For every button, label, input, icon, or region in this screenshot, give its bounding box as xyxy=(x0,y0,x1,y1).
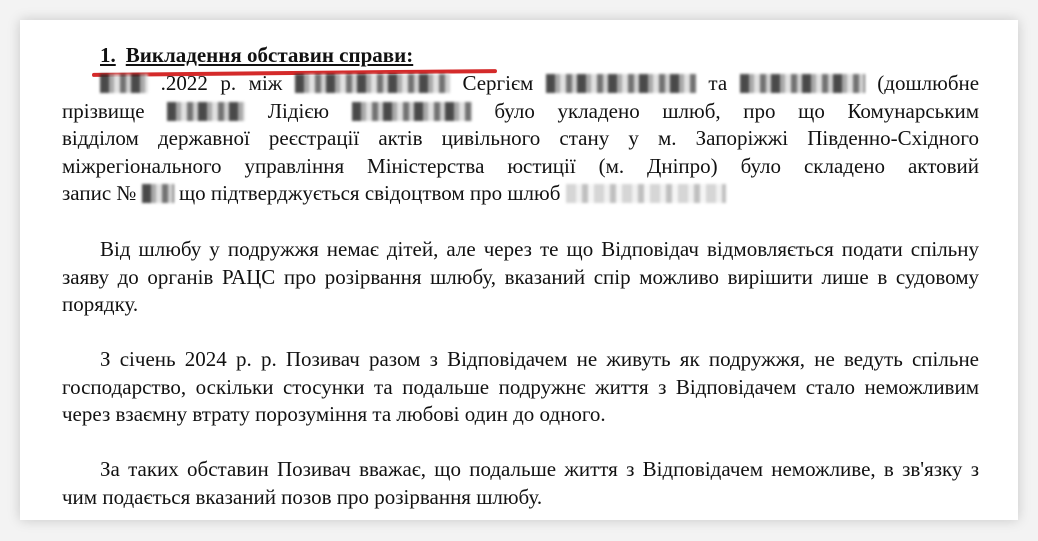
paragraph-no-children: Від шлюбу у подружжя немає дітей, але через те що Відповідач відмовляється подати спільну заяву до органів РАЦС про розірвання шлюбу, вказаний спір можливо вирішити лише в судовому порядку. xyxy=(62,237,979,316)
section-heading xyxy=(100,42,413,70)
text-fragment: було укладено шлюб, про що Комунарським xyxy=(494,98,979,123)
paragraph-conclusion: За таких обставин Позивач вважає, що подальше життя з Відповідачем неможливе, в зв'язку з чим подається вказаний позов про розірвання шлюбу. xyxy=(62,457,979,509)
redacted-date xyxy=(100,74,148,93)
text-fragment: Сергієм xyxy=(462,71,534,95)
text-fragment: та xyxy=(708,71,728,95)
text-fragment: Лідією xyxy=(267,98,330,123)
text-fragment: що підтверджується свідоцтвом про шлюб xyxy=(178,181,561,205)
text-fragment: запис № xyxy=(62,181,137,205)
text-fragment: .2022 р. між xyxy=(160,71,283,95)
redacted-patronymic xyxy=(352,102,472,121)
paragraph-line: відділом державної реєстрації актів цивільного стану у м. Запоріжжі Південно-Східного xyxy=(62,126,979,150)
paragraph-facts xyxy=(62,70,979,208)
redacted-surname xyxy=(295,74,450,93)
paragraph-line: міжрегіонального управління Міністерства юстиції (м. Дніпро) було складено актовий xyxy=(62,153,979,178)
text-fragment: прізвище xyxy=(62,98,145,123)
paragraph-line xyxy=(62,70,979,98)
redacted-name xyxy=(740,74,865,93)
section-title: Викладення обставин справи: xyxy=(125,43,414,67)
redacted-patronymic xyxy=(546,74,696,93)
paragraph-separation: З січень 2024 р. р. Позивач разом з Відповідачем не живуть як подружжя, не ведуть спільне господарство, оскільки стосунки та подальше подружнє життя з Відповідачем стало неможливим через взаємну втрату порозуміння та любові один до одного. xyxy=(62,347,979,426)
paragraph-line xyxy=(62,180,979,208)
redacted-maiden-name xyxy=(167,102,245,121)
document-page xyxy=(20,20,1018,520)
redacted-certificate-number xyxy=(566,184,726,203)
redacted-record-number xyxy=(142,184,174,203)
section-number: 1. xyxy=(100,43,116,67)
text-fragment: (дошлюбне xyxy=(877,71,980,95)
paragraph-line xyxy=(62,98,979,126)
